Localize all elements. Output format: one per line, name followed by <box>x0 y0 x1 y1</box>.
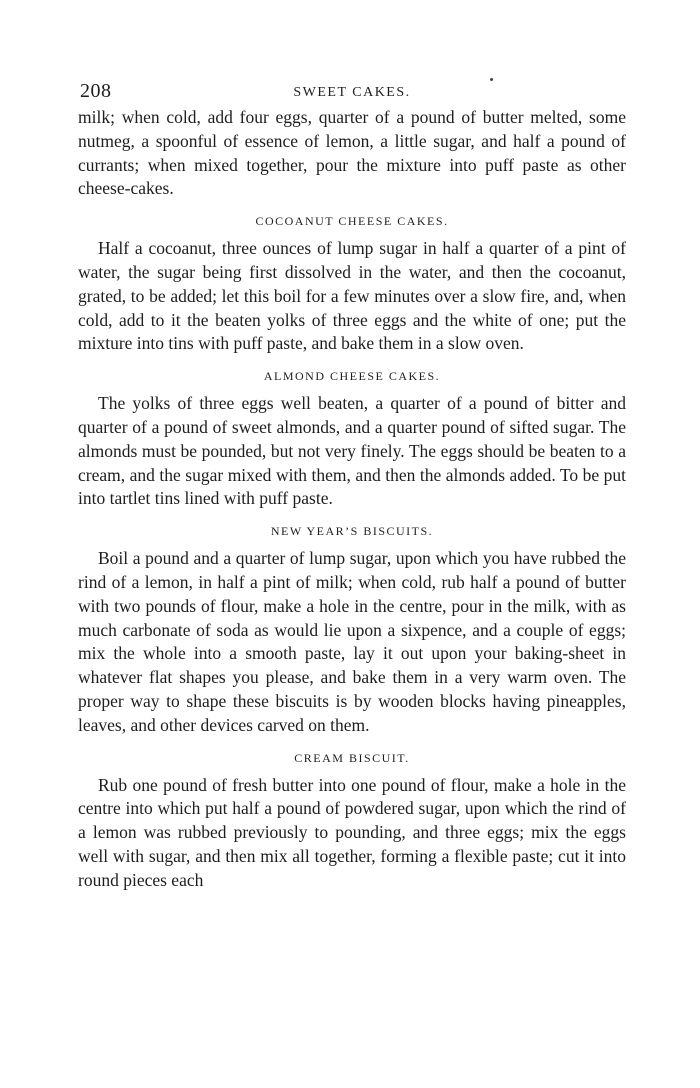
heading-almond-cheese-cakes: ALMOND CHEESE CAKES. <box>263 369 441 384</box>
continued-paragraph: milk; when cold, add four eggs, quarter of a pound of butter melted, some nutmeg, a spoonful of essence of lemon, a little sugar, and half a pound of currants; when mixed together, pour the mixture into puff paste as other cheese-cakes. <box>78 107 626 199</box>
page-number: 208 <box>80 80 112 102</box>
heading-new-years-biscuits: NEW YEAR’S BISCUITS. <box>270 524 434 539</box>
recipe-cocoanut-cheese-cakes: Half a cocoanut, three ounces of lump sugar in half a quarter of a pint of water, the sugar being first dissolved in the water, and then the cocoanut, grated, to be added; let this boil for a few minutes over a slow fire, and, when cold, add to it the beaten yolks of three eggs and the white of one; put the mixture into tins with puff paste, and bake them in a slow oven. <box>78 238 626 354</box>
recipe-cream-biscuit: Rub one pound of fresh butter into one pound of flour, make a hole in the centre into which put half a pound of powdered sugar, upon which the rind of a lemon was rubbed previously to pounding, and three eggs; mix the eggs well with sugar, and then mix all together, forming a flexible paste; cut it into round pieces each <box>78 774 626 890</box>
recipe-almond-cheese-cakes: The yolks of three eggs well beaten, a quarter of a pound of bitter and quarter of a pound of sweet almonds, and a quarter pound of sifted sugar. The almonds must be pounded, but not very finely. The eggs should be beaten to a cream, and the sugar mixed with them, and then the almonds added. To be put into tartlet tins lined with puff paste. <box>78 393 626 509</box>
running-head <box>78 76 626 106</box>
ink-speck <box>490 78 493 81</box>
recipe-new-years-biscuits: Boil a pound and a quarter of lump sugar, upon which you have rubbed the rind of a lemon, in half a pint of milk; when cold, rub half a pound of butter with two pounds of flour, make a hole in the centre, pour in the milk, with as much carbonate of soda as would lie upon a sixpence, and a couple of eggs; mix the whole into a smooth paste, lay it out upon your baking-sheet in whatever flat shapes you please, and bake them in a very warm oven. The proper way to shape these biscuits is by wooden blocks having pineapples, leaves, and other devices carved on them. <box>78 548 626 735</box>
running-title: SWEET CAKES. <box>293 85 411 100</box>
heading-cream-biscuit: CREAM BISCUIT. <box>294 750 410 765</box>
book-page <box>78 76 626 893</box>
heading-cocoanut-cheese-cakes: COCOANUT CHEESE CAKES. <box>255 214 449 229</box>
